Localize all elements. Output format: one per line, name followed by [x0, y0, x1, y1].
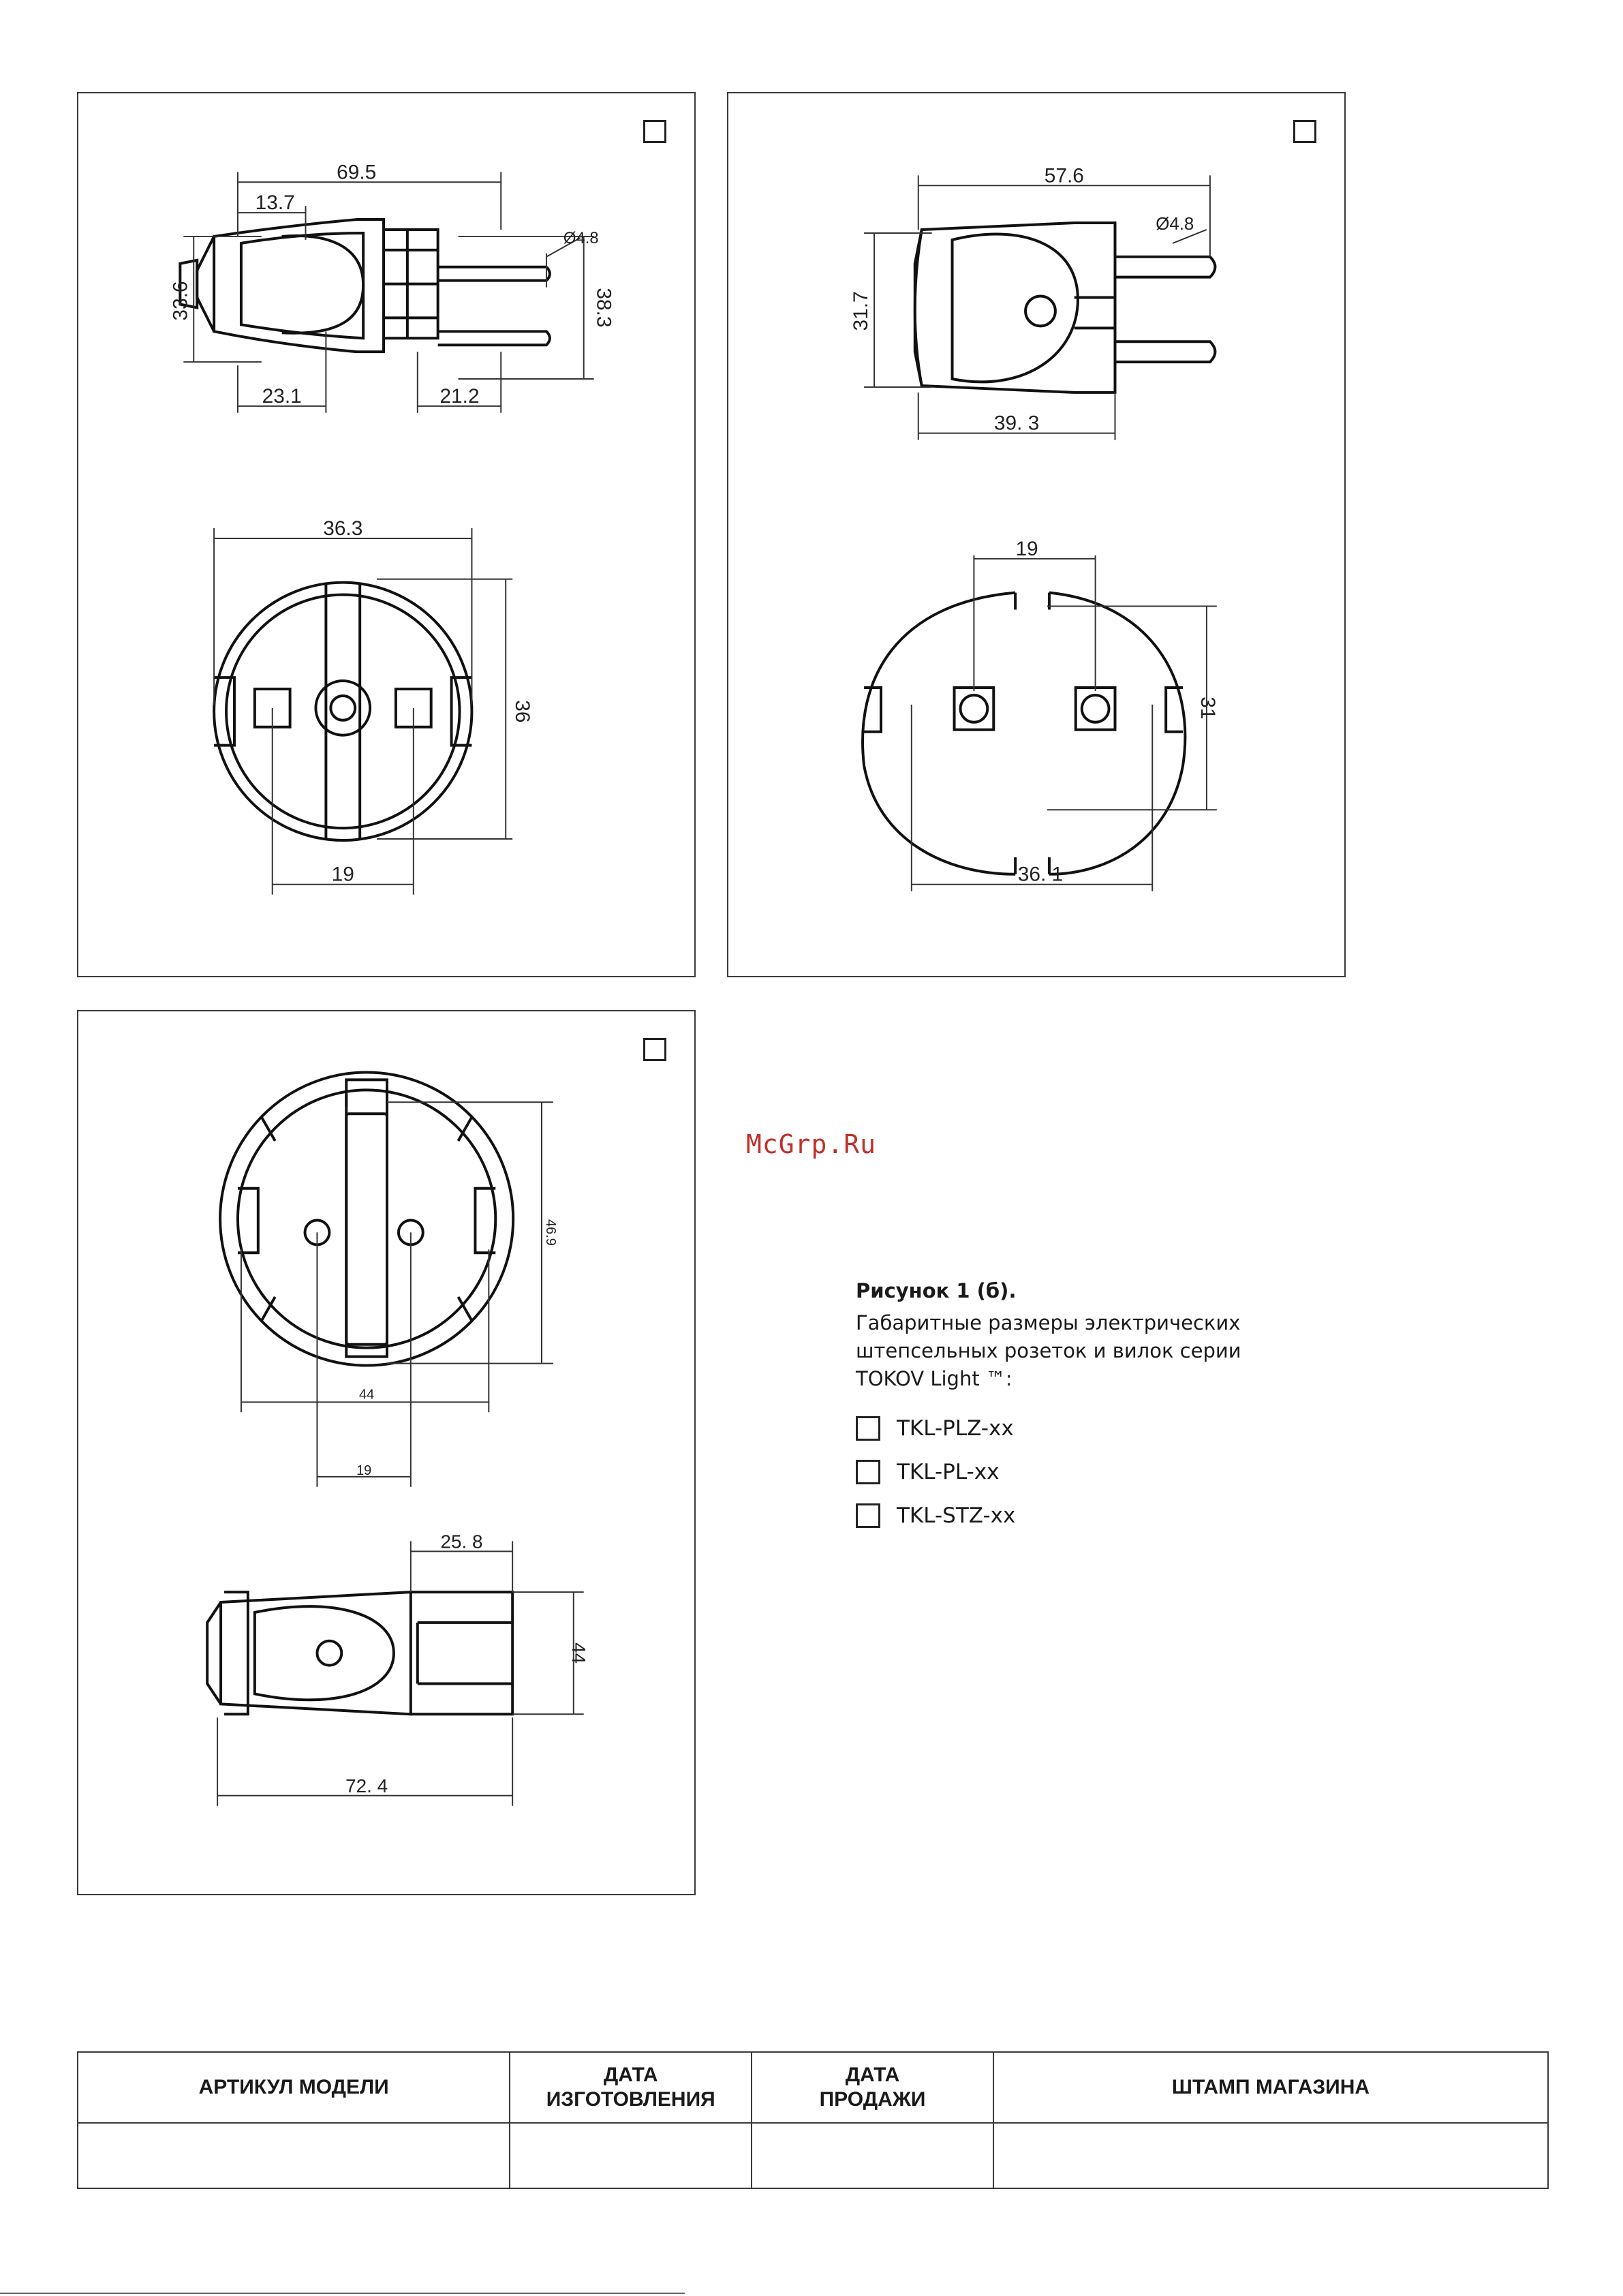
- option-pl[interactable]: [856, 1450, 1278, 1494]
- option-pl-label: TKL-PL-xx: [897, 1460, 1000, 1484]
- header-manufacture-date: ДАТА ИЗГОТОВЛЕНИЯ: [510, 2052, 752, 2123]
- plz-dim-19: 19: [331, 863, 354, 886]
- plz-dim-13-7: 13.7: [255, 192, 295, 215]
- plz-dim-36: 36: [511, 700, 534, 723]
- caption-line-3: TOKOV Light ™:: [856, 1367, 1013, 1390]
- header-store-stamp: ШТАМП МАГАЗИНА: [993, 2052, 1548, 2123]
- stz-dim-19: 19: [356, 1463, 372, 1478]
- pl-dim-39-3: 39. 3: [993, 412, 1040, 435]
- plz-dim-23-1: 23.1: [262, 384, 302, 408]
- cell-model-article[interactable]: [78, 2123, 510, 2188]
- plz-dim-33-6: 33.6: [169, 281, 192, 321]
- stz-dim-25-8: 25. 8: [440, 1531, 483, 1552]
- option-plz[interactable]: [856, 1407, 1278, 1450]
- pl-dim-pin-diameter: Ø4.8: [1156, 214, 1194, 234]
- plz-dim-overall: 69.5: [337, 161, 377, 184]
- watermark: McGrp.Ru: [746, 1129, 877, 1159]
- header-model-article: АРТИКУЛ МОДЕЛИ: [78, 2052, 510, 2123]
- warranty-table: [77, 2051, 1549, 2189]
- header-sale-date: ДАТА ПРОДАЖИ: [752, 2052, 993, 2123]
- plz-dim-pin-diameter: Ø4.8: [563, 228, 599, 247]
- cell-store-stamp[interactable]: [993, 2123, 1548, 2188]
- pl-dim-31: 31: [1196, 697, 1219, 720]
- option-stz-label: TKL-STZ-xx: [897, 1503, 1016, 1528]
- caption-line-1: Габаритные размеры электрических: [856, 1311, 1241, 1334]
- stz-dim-44-side: 44: [568, 1642, 589, 1664]
- option-stz-checkbox[interactable]: [856, 1503, 880, 1528]
- figure-caption: [856, 1279, 1278, 1537]
- option-plz-label: TKL-PLZ-xx: [897, 1416, 1014, 1441]
- pl-dim-19: 19: [1015, 537, 1038, 560]
- caption-line-2: штепсельных розеток и вилок серии: [856, 1339, 1241, 1362]
- option-plz-checkbox[interactable]: [856, 1416, 880, 1441]
- plz-dim-38-3: 38.3: [592, 288, 615, 328]
- cell-sale-date[interactable]: [752, 2123, 993, 2188]
- drawing-panel-plz: [77, 92, 696, 977]
- table-row: [78, 2123, 1548, 2188]
- pl-drawing: [728, 93, 1344, 976]
- stz-dim-72-4: 72. 4: [345, 1775, 388, 1796]
- plz-dim-21-2: 21.2: [439, 384, 480, 408]
- pl-dim-31-7: 31.7: [850, 291, 873, 331]
- plz-drawing: [78, 93, 694, 976]
- option-pl-checkbox[interactable]: [856, 1460, 880, 1484]
- pl-dim-36-1: 36. 1: [1017, 863, 1064, 886]
- option-stz[interactable]: [856, 1494, 1278, 1537]
- model-options: [856, 1407, 1278, 1537]
- pl-dim-overall: 57.6: [1044, 164, 1084, 187]
- drawing-panel-pl: [727, 92, 1346, 977]
- stz-dim-44-front: 44: [359, 1387, 375, 1403]
- table-header-row: [78, 2052, 1548, 2123]
- drawing-panel-stz: [77, 1010, 696, 1895]
- plz-dim-36-3: 36.3: [323, 517, 363, 540]
- caption-title: Рисунок 1 (б).: [856, 1279, 1017, 1302]
- stz-dim-46-9: 46.9: [542, 1219, 558, 1246]
- cell-manufacture-date[interactable]: [510, 2123, 752, 2188]
- stz-drawing: [78, 1011, 694, 1894]
- bottom-rule: [0, 2293, 685, 2294]
